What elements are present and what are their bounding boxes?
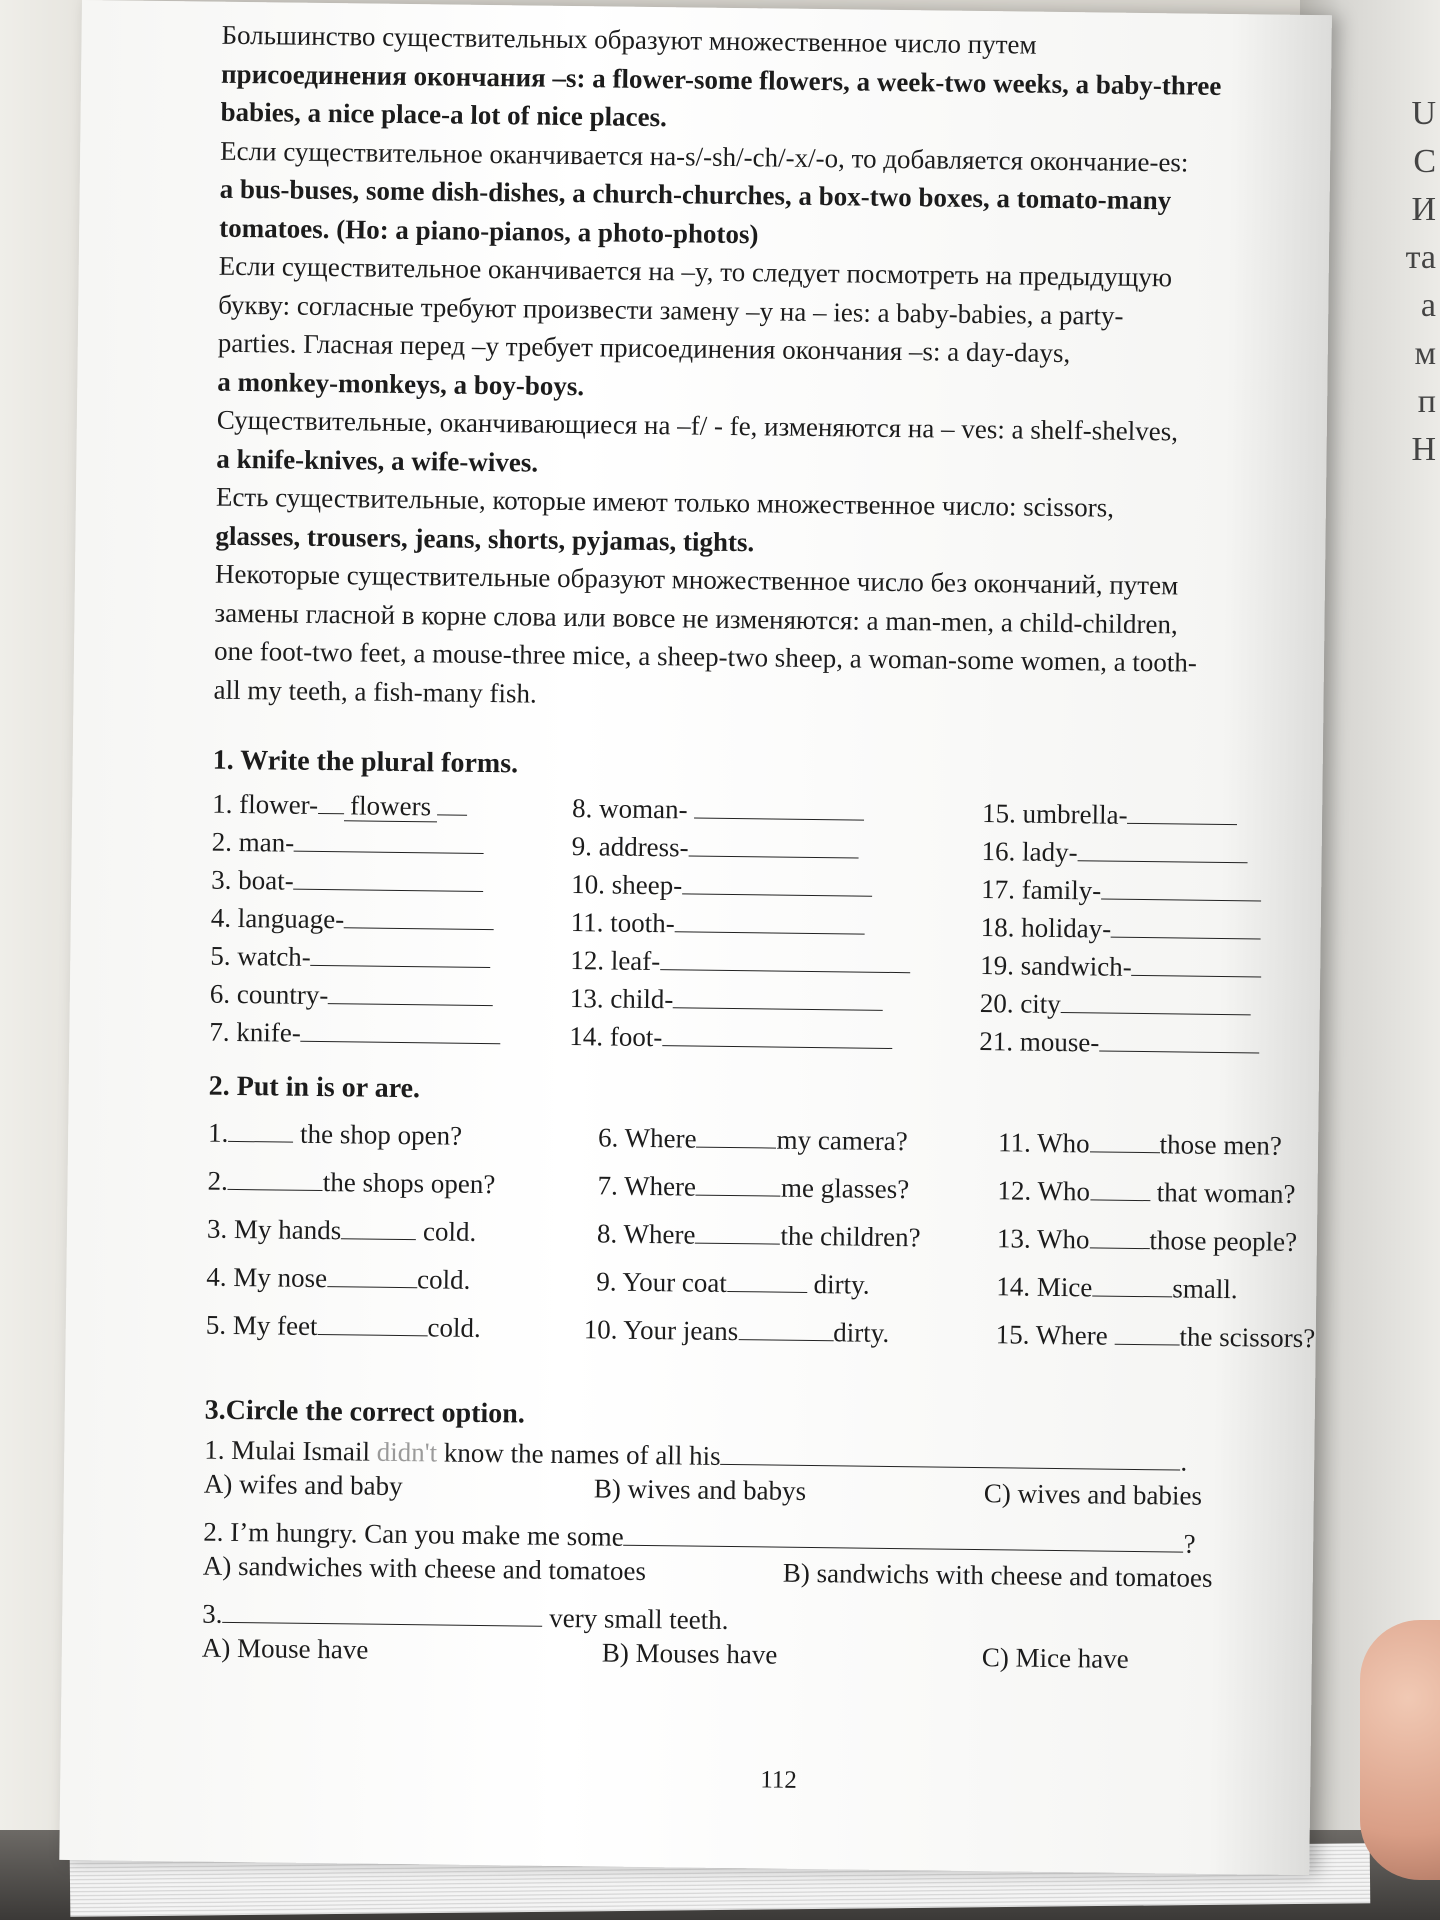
option[interactable]: A) sandwiches with cheese and tomatoes [202, 1550, 647, 1587]
sentence-end: those men? [1159, 1129, 1282, 1161]
is-are-item [996, 1314, 1316, 1358]
is-are-item [206, 1305, 481, 1348]
sentence-start: 14. Mice [996, 1271, 1093, 1303]
answer-blank[interactable] [344, 901, 494, 930]
plural-word: 12. leaf- [570, 945, 661, 977]
grammar-rule-4 [216, 401, 1317, 491]
answer-blank[interactable] [696, 1169, 781, 1197]
next-page-letter: м [1414, 335, 1436, 372]
rule-line: Существительные, оканчивающиеся на –f/ - fe, изменяются на – ves: a shelf-shelves, [216, 404, 1179, 447]
answer-blank[interactable] [311, 939, 491, 968]
answer-blank[interactable] [1061, 986, 1251, 1015]
sentence-start: 13. Who [996, 1223, 1090, 1255]
plural-item [211, 899, 495, 940]
option[interactable]: B) Mouses have [601, 1637, 778, 1670]
answer-blank[interactable] [1092, 1269, 1172, 1297]
exercise-1-grid [209, 781, 1312, 1058]
is-are-item [596, 1261, 870, 1304]
rule-line: tomatoes. (Но: a piano-pianos, a photo-photos) [219, 212, 759, 249]
rule-line: букву: согласные требуют произвести замену –y на – ies: a baby-babies, a party- [218, 289, 1124, 331]
answer-blank[interactable] [1090, 1173, 1150, 1201]
plural-item [981, 908, 1262, 949]
is-are-item [206, 1257, 470, 1300]
answer-blank[interactable] [222, 1596, 542, 1627]
sentence-start: 2. [207, 1165, 229, 1196]
next-page-letters [1400, 90, 1440, 468]
answer-blank[interactable] [317, 1308, 427, 1336]
grammar-rule-3 [217, 247, 1319, 414]
option[interactable]: A) wifes and baby [203, 1468, 403, 1502]
sentence-start: 12. Who [997, 1175, 1091, 1207]
rule-line: one foot-two feet, a mouse-three mice, a sheep-two sheep, a woman-some women, a tooth- [213, 635, 1198, 678]
answer-blank[interactable] [1132, 949, 1262, 978]
sentence-end: the shop open? [299, 1118, 463, 1151]
is-are-item [597, 1165, 909, 1209]
plural-word: 19. sandwich- [980, 950, 1132, 982]
plural-word: 20. city [979, 988, 1061, 1020]
sentence-start: 15. Where [995, 1319, 1108, 1351]
rule-line: a monkey-monkeys, a boy-boys. [217, 366, 585, 401]
answer-blank[interactable] [675, 905, 865, 934]
answer-blank[interactable] [1078, 834, 1248, 863]
plural-item [210, 937, 491, 978]
plural-item [211, 861, 484, 902]
sentence-end: me glasses? [780, 1172, 910, 1205]
plural-word: 16. lady- [981, 836, 1078, 868]
sentence-start: 6. Where [597, 1122, 697, 1154]
plural-item [981, 870, 1261, 911]
sentence-end: the scissors? [1179, 1321, 1316, 1354]
is-are-item [597, 1213, 921, 1257]
plural-item [979, 1022, 1259, 1063]
is-are-item [207, 1209, 477, 1252]
sentence-end: cold. [422, 1216, 477, 1247]
rule-line: parties. Гласная перед –y требует присоединения окончания –s: a day-days, [217, 327, 1071, 369]
plural-word: 11. tooth- [570, 907, 675, 939]
plural-item [569, 1017, 892, 1059]
question-end: ? [1183, 1528, 1196, 1559]
sentence-end: my camera? [776, 1124, 908, 1157]
is-are-item [998, 1122, 1282, 1165]
plural-item [210, 975, 494, 1016]
exercise-3 [202, 1431, 1305, 1690]
answer-blank[interactable] [1099, 1025, 1259, 1054]
plural-word: 14. foot- [569, 1021, 663, 1053]
grammar-rule-1 [220, 16, 1321, 145]
sentence-start: 1. [207, 1117, 229, 1148]
sentence-start: 10. Your jeans [583, 1314, 739, 1347]
option[interactable]: C) Mice have [981, 1642, 1129, 1674]
thumb [1360, 1620, 1440, 1880]
sentence-end: small. [1172, 1273, 1238, 1305]
plural-word: 1. flower- [212, 788, 319, 820]
sentence-end: that woman? [1156, 1177, 1296, 1209]
plural-item [980, 946, 1262, 987]
answer-blank[interactable] [1089, 1125, 1159, 1153]
plural-word: 10. sheep- [571, 869, 683, 901]
plural-item [571, 865, 872, 907]
plural-item [571, 903, 865, 945]
rule-line: Если существительное оканчивается на –y, то следует посмотреть на предыдущую [218, 250, 1173, 293]
answer-blank[interactable] [696, 1121, 776, 1149]
next-page-letter: С [1413, 143, 1436, 180]
plural-item [980, 984, 1251, 1025]
exercise-1-title: 1. Write the plural forms. [212, 744, 519, 780]
plural-word: 15. umbrella- [981, 798, 1128, 830]
answer-blank[interactable] [228, 1115, 293, 1143]
next-page-letter: U [1411, 95, 1436, 132]
answer-blank[interactable] [689, 829, 859, 858]
answer-blank[interactable] [660, 943, 910, 973]
is-are-item [207, 1161, 495, 1205]
plural-word: 8. woman- [571, 793, 688, 825]
plural-item [570, 941, 910, 983]
plural-item [571, 827, 858, 869]
next-page-letter: а [1420, 287, 1436, 324]
plural-word: 17. family- [981, 874, 1102, 906]
plural-word: 3. boat- [211, 864, 294, 896]
sentence-end: dirty. [833, 1317, 890, 1348]
next-page-letter: Н [1411, 431, 1436, 468]
plural-word: 21. mouse- [979, 1026, 1100, 1058]
grammar-rule-2 [219, 131, 1320, 260]
answer-blank[interactable] [720, 1438, 1180, 1471]
sentence-start: 8. Where [596, 1218, 696, 1250]
sentence-start: 11. Who [997, 1127, 1090, 1159]
book-page [59, 0, 1332, 1875]
next-page-letter: И [1411, 191, 1436, 228]
plural-word: 5. watch- [210, 940, 311, 972]
answer-blank[interactable] [1111, 911, 1261, 940]
answer-blank[interactable] [294, 863, 484, 892]
rule-line: присоединения окончания –s: a flower-some flowers, a week-two weeks, a baby-three [220, 58, 1222, 101]
sentence-end: cold. [427, 1312, 481, 1343]
plural-word: 13. child- [569, 983, 674, 1015]
answer-blank[interactable] [1114, 1318, 1179, 1346]
rule-line: Есть существительные, которые имеют только множественное число: scissors, [215, 481, 1115, 523]
answer-blank[interactable] [294, 825, 484, 854]
example-answer: flowers [344, 790, 437, 822]
answer-blank[interactable] [624, 1519, 1184, 1553]
plural-item [981, 832, 1247, 873]
answer-blank[interactable] [1127, 797, 1237, 825]
plural-item [570, 979, 884, 1021]
sentence-end: cold. [416, 1264, 471, 1295]
is-are-item [997, 1218, 1298, 1262]
answer-blank[interactable] [301, 1015, 501, 1044]
answer-blank[interactable] [228, 1163, 323, 1191]
plural-item [209, 1013, 501, 1055]
is-are-item [208, 1113, 462, 1156]
answer-blank[interactable] [328, 977, 493, 1006]
is-are-item [584, 1309, 890, 1353]
next-page-letter: п [1417, 383, 1436, 420]
rule-line: a knife-knives, a wife-wives. [216, 443, 539, 478]
rule-line: glasses, trousers, jeans, shorts, pyjamas, tights. [215, 520, 755, 557]
grammar-rule-6 [213, 555, 1315, 722]
rule-line: a bus-buses, some dish-dishes, a church-churches, a box-two boxes, a tomato-many [219, 173, 1172, 216]
answer-blank[interactable] [727, 1265, 807, 1293]
plural-item [982, 794, 1238, 835]
option[interactable]: C) wives and babies [983, 1478, 1203, 1511]
rule-line: all my teeth, a fish-many fish. [213, 674, 537, 709]
question-end: . [1180, 1446, 1188, 1477]
answer-blank[interactable] [662, 1019, 892, 1049]
option[interactable]: B) wives and babys [593, 1473, 807, 1506]
is-are-item [598, 1117, 908, 1161]
sentence-end: dirty. [813, 1269, 870, 1300]
question-text: know the names of all his [436, 1437, 721, 1471]
next-page-letter: та [1405, 239, 1436, 276]
question-text: 1. Mulai Ismail [204, 1434, 377, 1467]
option[interactable]: B) sandwichs with cheese and tomatoes [782, 1557, 1213, 1593]
sentence-start: 9. Your coat [596, 1266, 728, 1298]
is-are-item [997, 1170, 1295, 1214]
plural-word: 7. knife- [209, 1016, 302, 1048]
answer-blank[interactable] [694, 792, 864, 821]
plural-item [572, 789, 865, 831]
rule-line: Если существительное оканчивается на-s/-sh/-ch/-x/-o, то добавляется окончание-es: [219, 135, 1189, 178]
sentence-start: 7. Where [597, 1170, 697, 1202]
exercise-2-grid [205, 1107, 1316, 1390]
answer-blank[interactable] [1089, 1221, 1149, 1249]
question-text: very small teeth. [549, 1602, 729, 1636]
plural-word: 18. holiday- [980, 912, 1112, 944]
plural-word: 4. language- [210, 902, 345, 935]
plural-word: 2. man- [211, 826, 295, 858]
rule-line: Некоторые существительные образуют множественное число без окончаний, путем [214, 558, 1179, 601]
exercise-3-title: 3.Circle the correct option. [204, 1394, 526, 1430]
answer-blank[interactable] [673, 981, 883, 1011]
answer-blank[interactable] [695, 1217, 780, 1245]
answer-blank[interactable] [738, 1313, 833, 1341]
answer-blank[interactable] [327, 1260, 417, 1288]
grammar-rule-5 [215, 478, 1316, 568]
page-content [201, 16, 1322, 1794]
answer-blank[interactable] [341, 1212, 416, 1240]
answer-blank[interactable] [682, 867, 872, 896]
sentence-start: 4. My nose [206, 1261, 328, 1294]
plural-item [212, 785, 467, 826]
exercise-2-title: 2. Put in is or are. [208, 1070, 421, 1105]
sentence-start: 3. My hands [206, 1213, 342, 1246]
plural-word: 9. address- [571, 831, 689, 863]
sentence-end: the children? [780, 1220, 921, 1253]
is-are-item [996, 1266, 1238, 1309]
plural-word: 6. country- [209, 978, 329, 1011]
sentence-end: the shops open? [322, 1167, 496, 1200]
sentence-start: 5. My feet [205, 1309, 318, 1341]
rule-line: babies, a nice place-a lot of nice places. [220, 96, 667, 133]
question-text: 2. I’m hungry. Can you make me some [203, 1516, 624, 1552]
sentence-end: those people? [1149, 1225, 1298, 1257]
rule-line: замены гласной в корне слова или вовсе не изменяются: a man-men, a child-children, [214, 597, 1178, 639]
option[interactable]: A) Mouse have [201, 1632, 369, 1665]
plural-item [211, 823, 484, 864]
answer-blank[interactable] [1101, 873, 1261, 902]
page-number: 112 [760, 1766, 798, 1794]
rule-line: Большинство существительных образуют множественное число путем [221, 19, 1037, 60]
faded-text: didn't [376, 1436, 438, 1468]
question-text: 3. [202, 1598, 223, 1629]
